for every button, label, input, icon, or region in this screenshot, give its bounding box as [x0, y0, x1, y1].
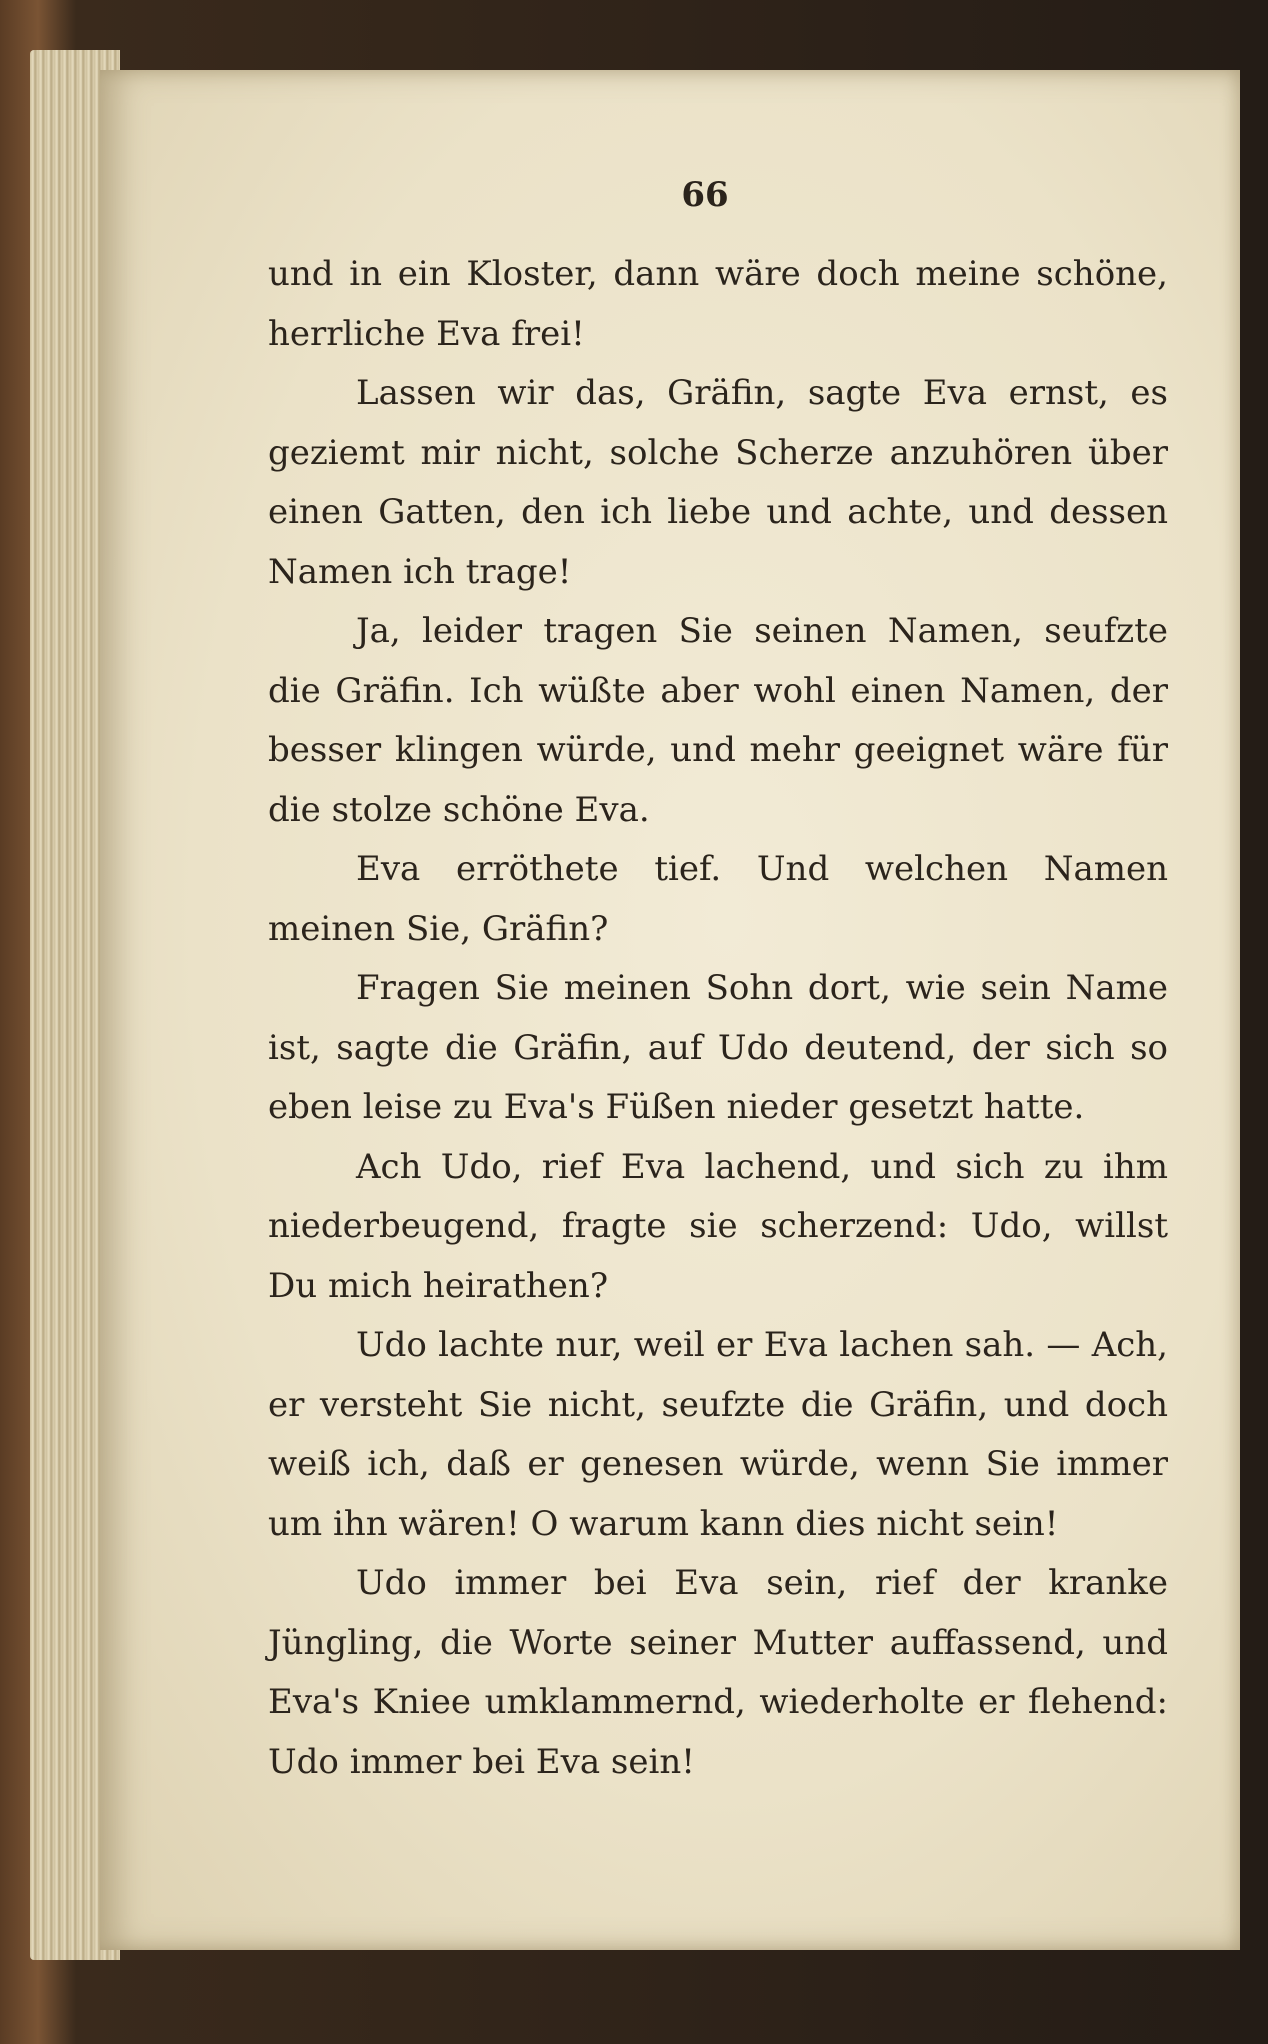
paragraph-1: und in ein Kloster, dann wäre doch meine schöne, herrliche Eva frei! — [268, 254, 1168, 354]
paragraph-7: Udo lachte nur, weil er Eva lachen sah. — Ach, er versteht Sie nicht, seufzte die Gräfin, und doch weiß ich, daß er genesen würde, wenn Sie immer um ihn wären! O warum kann dies nicht sein! — [268, 1325, 1168, 1544]
paragraph-3: Ja, leider tragen Sie seinen Namen, seufzte die Gräfin. Ich wüßte aber wohl einen Namen, der besser klingen würde, und mehr geeignet wäre für die stolze schöne Eva. — [268, 611, 1168, 830]
body-text — [268, 245, 1168, 1792]
paragraph-5: Fragen Sie meinen Sohn dort, wie sein Name ist, sagte die Gräfin, auf Udo deutend, der sich so eben leise zu Eva's Füßen nieder gesetzt hatte. — [268, 968, 1168, 1127]
paragraph-8: Udo immer bei Eva sein, rief der kranke Jüngling, die Worte seiner Mutter auffassend, und Eva's Kniee umklammernd, wiederholte er flehend: Udo immer bei Eva sein! — [268, 1563, 1168, 1782]
paragraph-4: Eva erröthete tief. Und welchen Namen meinen Sie, Gräfin? — [268, 849, 1168, 949]
page-number: 66 — [681, 175, 729, 215]
paragraph-6: Ach Udo, rief Eva lachend, und sich zu ihm niederbeugend, fragte sie scherzend: Udo, willst Du mich heirathen? — [268, 1146, 1168, 1306]
paragraph-2: Lassen wir das, Gräfin, sagte Eva ernst, es geziemt mir nicht, solche Scherze anzuhören über einen Gatten, den ich liebe und achte, und dessen Namen ich trage! — [268, 373, 1168, 592]
